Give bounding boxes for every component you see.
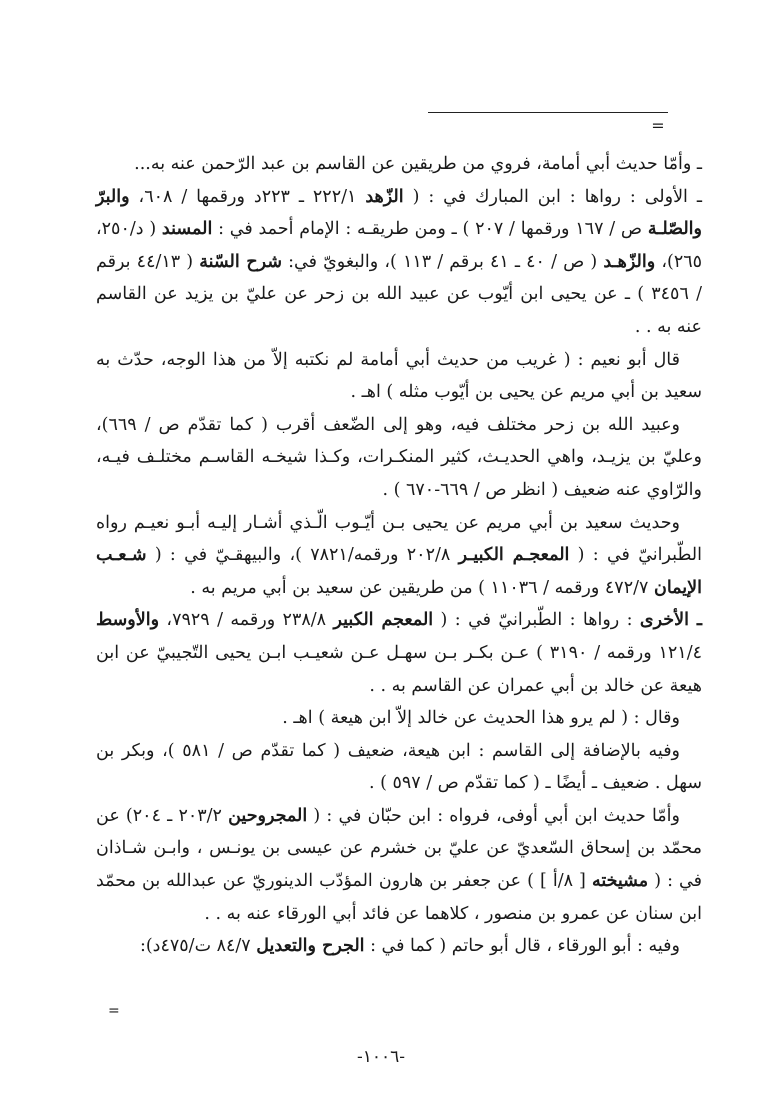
- bold-reference: المسند: [161, 219, 213, 240]
- bold-reference: الجرح والتعديل: [256, 936, 365, 957]
- text-run: [ ٨/أ ] ) عن جعفر بن هارون المؤدّب الدينوريّ عن عبدالله بن محمّد ابن سنان عن عمرو بن منصور ، كلاهما عن فائد أبي الورقاء عنه به . .: [96, 871, 702, 924]
- text-run: وأمّا حديث ابن أبي أوفى، فرواه : ابن حبّان في : (: [307, 805, 680, 826]
- paragraph-6: [96, 604, 702, 702]
- bold-reference: والبرّ والصّلـة: [96, 186, 702, 240]
- bold-reference: والزّهـد: [603, 251, 656, 272]
- bold-reference: والأوسط: [96, 610, 160, 631]
- bold-reference: مشيخته: [591, 871, 649, 892]
- text-run: ١٢١/٤ ورقمه / ٣١٩٠ ) عـن بكـر بـن سهـل عـن شعيـب ابـن يحيى التّجيبيّ عن ابن هيعة عن خالد بن أبي عمران عن القاسم به . .: [96, 642, 702, 696]
- header-rule: [428, 112, 668, 113]
- text-run: ( د/٢٥٠، ٢٦٥)،: [96, 219, 703, 272]
- paragraph-1: ـ وأمّا حديث أبي أمامة، فروي من طريقين عن القاسم بن عبد الرّحمن عنه به...: [134, 154, 702, 174]
- bold-reference: شـعـب الإيمان: [96, 545, 702, 598]
- continuation-mark-bottom: =: [108, 1003, 120, 1019]
- text-run: ٨٤/٧ ت/٤٧٥د):: [139, 936, 257, 957]
- text-run: ٢٣٨/٨ ورقمه / ٧٩٢٩،: [159, 610, 334, 631]
- text-run: ٢٠٢/٨ ورقمه/٧٨٢١ )، والبيهقـيّ في : (: [146, 545, 459, 566]
- paragraph-7: وقال : ( لم يرو هذا الحديث عن خالد إلاّ ابن هيعة ) اهـ .: [282, 708, 680, 729]
- paragraph-8: وفيه بالإضافة إلى القاسم : ابن هيعة، ضعيف ( كما تقدّم ص / ٥٨١ )، وبكر بن سهل . ضعيف ـ أيضًا ـ ( كما تقدّم ص / ٥٩٧ ) .: [96, 740, 702, 794]
- text-run: ٢٢٢/١ ـ ٢٢٣د ورقمها / ٦٠٨،: [129, 186, 366, 207]
- bold-reference: المعجم الكبير: [333, 610, 434, 631]
- paragraph-2: [96, 181, 702, 344]
- text-run: وحديث سعيد بن أبي مريم عن يحيى بـن أيّـوب الّـذي أشـار إليـه أبـو نعيـم رواه الطّبرانيّ في : (: [96, 512, 702, 566]
- text-run: ٢٠٣/٢ ـ ٢٠٤) عن محمّد بن إسحاق السّعديّ عن عليّ بن خشرم عن عيسى بن يونـس ، وابـن شـاذان في : (: [96, 805, 702, 892]
- paragraph-4: وعبيد الله بن زحر مختلف فيه، وهو إلى الضّعف أقرب ( كما تقدّم ص / ٦٦٩)، وعليّ بن يزيـد، واهي الحديـث، كثير المنكـرات، وكـذا شيخـه القاسـم مختلـف فيـه، والرّاوي عنه ضعيف ( انظر ص / ٦٦٩-٦٧٠ ) .: [96, 414, 702, 500]
- text-run: ( ص / ٤٠ ـ ٤١ برقم / ١١٣ )، والبغويّ في:: [282, 251, 604, 272]
- bold-reference: المعجـم الكبيـر: [458, 545, 570, 566]
- bold-reference: شرح السّنة: [199, 251, 282, 272]
- text-run: ـ الأولى : رواها : ابن المبارك في : (: [403, 186, 702, 207]
- page-number: -١٠٠٦-: [356, 1047, 406, 1067]
- text-run: ( ٤٤/١٣ برقم / ٣٤٥٦ ) ـ عن يحيى ابن أيّوب عن عبيد الله بن زحر عن عليّ بن يزيد عن القاسم عنه به . .: [96, 251, 702, 337]
- page-body: [96, 148, 702, 963]
- bold-reference: الزّهد: [365, 186, 404, 207]
- bold-reference: المجروحين: [228, 805, 308, 826]
- paragraph-10: [96, 930, 702, 963]
- text-run: وفيه : أبو الورقاء ، قال أبو حاتم ( كما في :: [364, 936, 680, 957]
- paragraph-5: [96, 507, 702, 605]
- text-run: ص / ١٦٧ ورقمها / ٢٠٧ ) ـ ومن طريقـه : الإمام أحمد في :: [212, 219, 648, 240]
- paragraph-9: [96, 800, 702, 930]
- bold-reference: ـ الأخرى: [639, 610, 702, 631]
- text-run: : رواها : الطّبرانيّ في : (: [433, 610, 640, 631]
- text-run: ٤٧٢/٧ ورقمه / ١١٠٣٦ ) من طريقين عن سعيد بن أبي مريم به .: [190, 577, 654, 598]
- paragraph-3: قال أبو نعيم : ( غريب من حديث أبي أمامة لم نكتبه إلاّ من هذا الوجه، حدّث به سعيد بن أبي مريم عن يحيى بن أيّوب مثله ) اهـ .: [96, 349, 702, 403]
- continuation-mark-top: =: [651, 116, 665, 135]
